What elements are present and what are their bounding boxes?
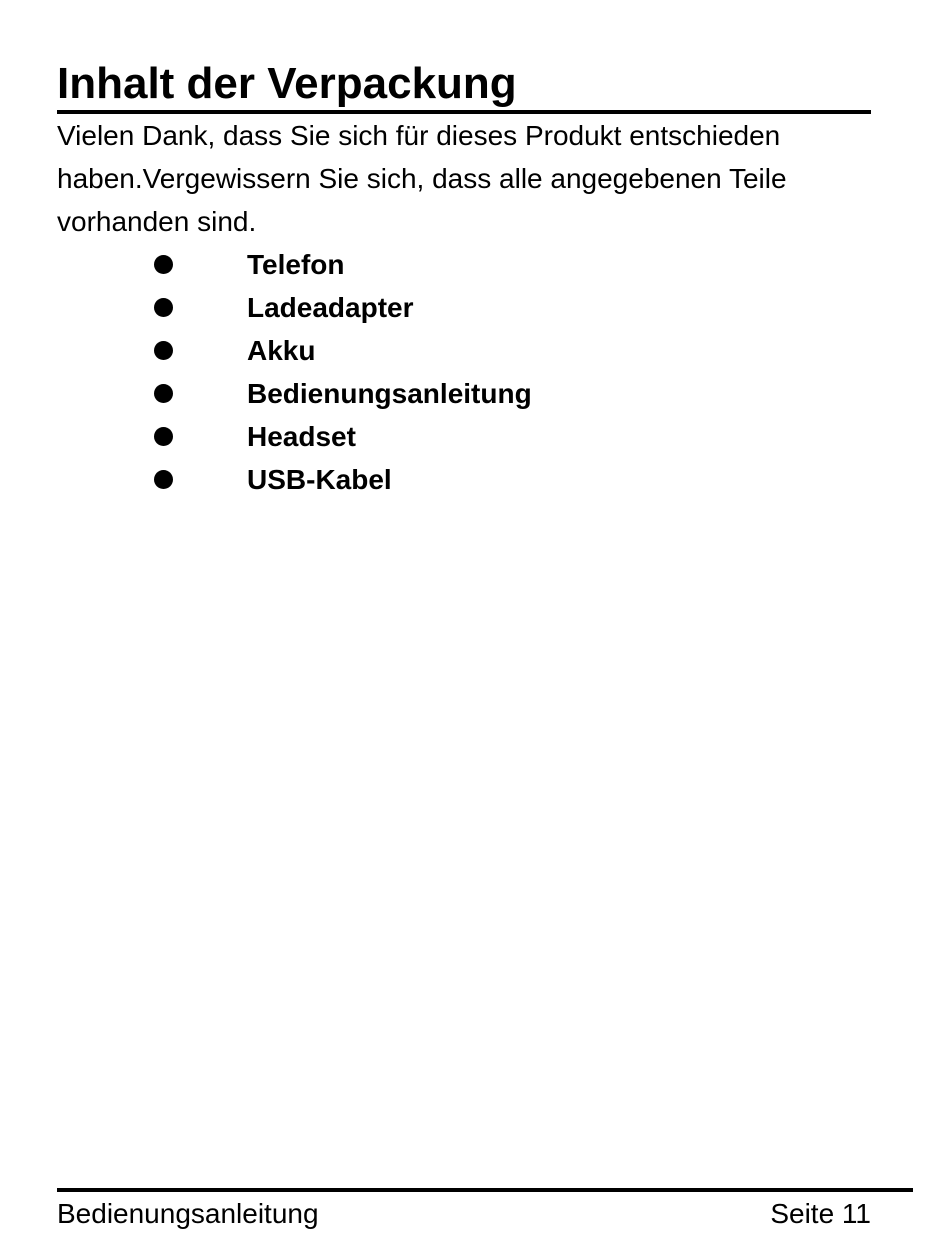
bullet-icon [154,298,173,317]
title-block [57,58,871,114]
list-item-label: Bedienungsanleitung [247,378,532,409]
footer-page-number: Seite 11 [770,1198,871,1229]
list-item-label: Telefon [247,249,345,280]
list-item-label: USB-Kabel [247,464,392,495]
bullet-icon [154,255,173,274]
bullet-icon [154,470,173,489]
footer-document-title: Bedienungsanleitung [57,1198,319,1229]
page-title: Inhalt der Verpackung [57,59,517,108]
bullet-icon [154,384,173,403]
bullet-icon [154,427,173,446]
page-footer [57,1188,913,1233]
list-item-label: Akku [247,335,316,366]
list-item-label: Headset [247,421,356,452]
intro-paragraph: Vielen Dank, dass Sie sich für dieses Produkt entschieden haben.Vergewissern Sie sich, dass alle angegebenen Teile vorhanden sind. [57,120,787,237]
bullet-icon [154,341,173,360]
list-item-label: Ladeadapter [247,292,414,323]
